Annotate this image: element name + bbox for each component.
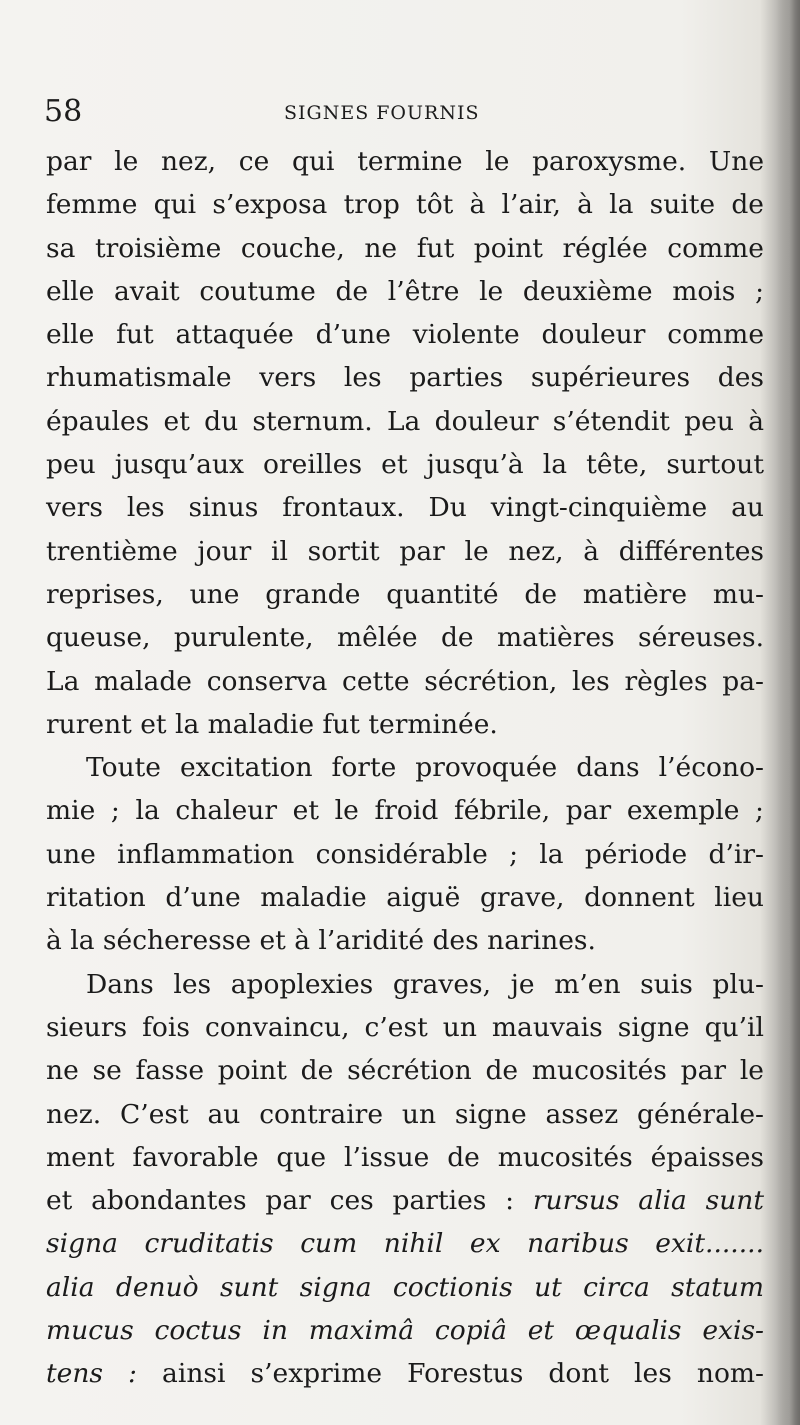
text-line: vers les sinus frontaux. Du vingt-cinquième au xyxy=(46,492,764,524)
paragraph-end-line: rurent et la maladie fut terminée. xyxy=(46,708,498,740)
page-edge-shadow xyxy=(776,0,800,1425)
text-line: ment favorable que l’issue de mucosités épaisses xyxy=(46,1141,764,1173)
text-line: peu jusqu’aux oreilles et jusqu’à la tête, surtout xyxy=(46,449,764,481)
body-text xyxy=(46,140,764,1396)
text-line: La malade conserva cette sécrétion, les règles pa- xyxy=(46,665,764,697)
latin-quote-text: rursus alia sunt xyxy=(532,1185,764,1217)
text-line: épaules et du sternum. La douleur s’étendit peu à xyxy=(46,405,764,437)
latin-quote-text: tens : xyxy=(46,1358,163,1390)
text-line: nez. C’est au contraire un signe assez générale- xyxy=(46,1098,764,1130)
text-line: femme qui s’exposa trop tôt à l’air, à la suite de xyxy=(46,189,764,221)
text-line: ritation d’une maladie aiguë grave, donnent lieu xyxy=(46,882,764,914)
text-line: reprises, une grande quantité de matière mu- xyxy=(46,578,764,610)
paragraph-end-line: à la sécheresse et à l’aridité des narines. xyxy=(46,925,596,957)
latin-quote-line: alia denuò sunt signa coctionis ut circa statum xyxy=(46,1271,764,1303)
latin-quote-line: signa cruditatis cum nihil ex naribus exit....... xyxy=(46,1228,764,1260)
running-head: SIGNES FOURNIS xyxy=(284,102,480,124)
text-line: par le nez, ce qui termine le paroxysme. Une xyxy=(46,146,764,177)
text-line: sieurs fois convaincu, c’est un mauvais signe qu’il xyxy=(46,1011,764,1043)
mixed-text-line xyxy=(46,1352,764,1395)
page-header xyxy=(44,94,744,134)
page-number: 58 xyxy=(44,94,83,129)
text-line: elle fut attaquée d’une violente douleur comme xyxy=(46,319,764,351)
text-line: mie ; la chaleur et le froid fébrile, par exemple ; xyxy=(46,795,764,827)
text-line: queuse, purulente, mêlée de matières séreuses. xyxy=(46,622,764,654)
text-line: rhumatismale vers les parties supérieures des xyxy=(46,362,764,394)
paragraph-start-line: Dans les apoplexies graves, je m’en suis plu- xyxy=(86,968,764,1000)
text-line: une inflammation considérable ; la période d’ir- xyxy=(46,838,764,870)
paragraph-start-line: Toute excitation forte provoquée dans l’écono- xyxy=(86,752,764,784)
mixed-text-line xyxy=(46,1179,764,1222)
text-line: ne se fasse point de sécrétion de mucosités par le xyxy=(46,1055,764,1087)
roman-text: ainsi s’exprime Forestus dont les nom- xyxy=(162,1358,764,1390)
latin-quote-line: mucus coctus in maximâ copiâ et œqualis exis- xyxy=(46,1315,764,1347)
roman-text: et abondantes par ces parties : xyxy=(46,1185,533,1217)
text-line: elle avait coutume de l’être le deuxième mois ; xyxy=(46,275,764,307)
text-line: trentième jour il sortit par le nez, à différentes xyxy=(46,535,764,567)
text-line: sa troisième couche, ne fut point réglée comme xyxy=(46,232,764,264)
